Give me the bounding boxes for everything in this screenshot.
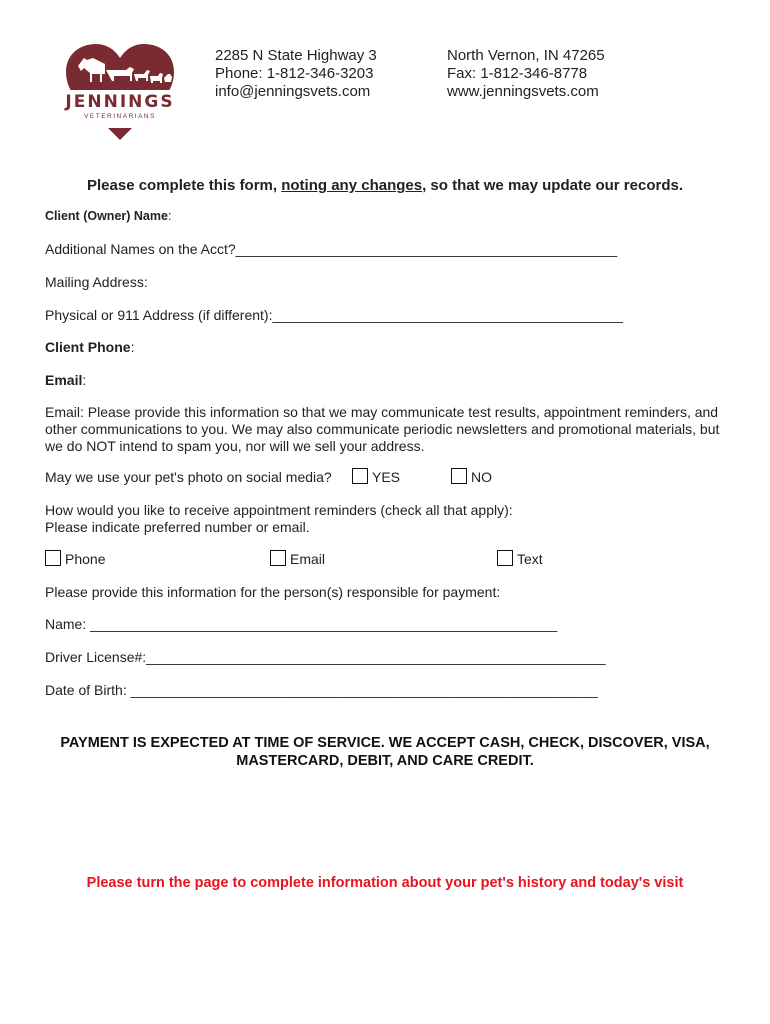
logo-brand-name: JENNINGS [65,92,175,112]
yes-label: YES [372,469,401,485]
phone-checkbox[interactable] [45,550,61,566]
logo-brand-sub: VETERINARIANS [84,113,156,120]
phone-label: Phone [65,551,106,567]
client-phone-field[interactable] [45,339,134,355]
form-instructions [0,177,770,194]
payment-intro: Please provide this information for the person(s) responsible for payment: [45,584,501,600]
city-block [447,47,605,101]
physical-address-field[interactable]: Physical or 911 Address (if different):_____________________________________________ [45,307,623,323]
turn-page-note: Please turn the page to complete information about your pet's history and today's visit [86,875,684,891]
fax-number: Fax: 1-812-346-8778 [447,65,588,82]
mailing-address-field[interactable]: Mailing Address: [45,274,148,290]
colon: : [130,339,135,355]
photo-question: May we use your pet's photo on social media? [45,469,332,485]
photo-yes-option[interactable] [352,468,400,485]
email-option-label: Email [290,551,326,567]
yes-checkbox[interactable] [352,468,368,484]
email-field[interactable] [45,372,86,388]
reminder-phone-option[interactable] [45,550,105,567]
email-note: Email: Please provide this information so that we may communicate test results, appointment reminders, and other communications to you. We may also communicate periodic newsletters and promotional materials, but we do NOT intend to spam you, nor will we sell your address. [45,404,720,454]
jennings-logo [60,42,180,142]
driver-license-field[interactable]: Driver License#:___________________________________________________________ [45,649,606,665]
reminder-email-option[interactable] [270,550,325,567]
reminder-text-option[interactable] [497,550,543,567]
date-of-birth-field[interactable]: Date of Birth: ____________________________________________________________ [45,682,598,698]
additional-names-field[interactable]: Additional Names on the Acct?_________________________________________________ [45,241,618,257]
colon: : [167,209,172,223]
street-address: 2285 N State Highway 3 [215,47,377,64]
client-name-label: Client (Owner) Name [45,209,168,223]
reminders-instruction: Please indicate preferred number or email. [45,519,310,535]
city-state-zip: North Vernon, IN 47265 [447,47,605,64]
colon: : [82,372,87,388]
text-checkbox[interactable] [497,550,513,566]
email-checkbox[interactable] [270,550,286,566]
address-block [215,47,377,101]
reminders-question: How would you like to receive appointment reminders (check all that apply): [45,502,513,518]
text-label: Text [517,551,543,567]
email-label: Email [45,372,83,388]
payment-notice: PAYMENT IS EXPECTED AT TIME OF SERVICE. WE ACCEPT CASH, CHECK, DISCOVER, VISA, MASTERCARD, DEBIT, AND CARE CREDIT. [60,735,710,769]
email-address: info@jenningsvets.com [215,83,371,100]
website: www.jenningsvets.com [447,83,599,100]
client-name-field[interactable] [45,209,171,223]
logo-heart-tip [60,42,180,142]
heading-underlined: noting any changes [281,177,423,194]
heading-pre: Please complete this form, [87,177,282,194]
no-label: NO [471,469,492,485]
heading-post: , so that we may update our records. [422,177,683,194]
payer-name-field[interactable]: Name: ____________________________________________________________ [45,616,558,632]
phone-number: Phone: 1-812-346-3203 [215,65,374,82]
no-checkbox[interactable] [451,468,467,484]
photo-no-option[interactable] [451,468,492,485]
client-phone-label: Client Phone [45,339,131,355]
